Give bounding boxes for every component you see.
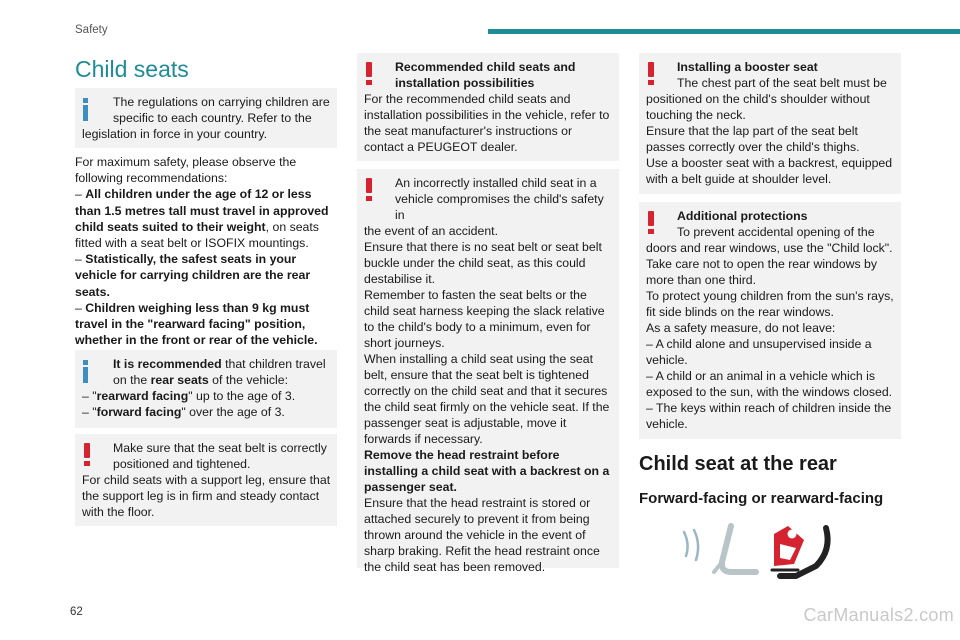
warning-text: As a safety measure, do not leave: — [646, 321, 836, 335]
warning-title: installation possibilities — [395, 76, 535, 90]
list-item: – A child alone and unsupervised inside a vehicle. — [646, 337, 872, 367]
page-title: Child seats — [75, 56, 189, 82]
warning-text: Ensure that the head restraint is stored or attached securely to prevent it from being thrown around the vehicle in the event of sharp braking. Refit the head restraint once the child seat has been removed. — [364, 496, 600, 574]
warning-title: Installing a booster seat — [677, 60, 818, 74]
watermark: CarManuals2.com — [803, 605, 954, 625]
warning-text: the event of an accident. — [364, 224, 498, 238]
warning-box-booster-seat — [639, 53, 901, 194]
warning-text: An incorrectly installed child seat in a — [395, 176, 597, 190]
list-item: – All children under the age of 12 or less than 1.5 metres tall must travel in approved child seats suited to their weight, on seats fitted with a seat belt or ISOFIX mountings. — [75, 187, 329, 251]
warning-text: To protect young children from the sun's rays, fit side blinds on the rear windows. — [646, 289, 894, 319]
recommendations-paragraph — [75, 154, 333, 348]
warning-title: Additional protections — [677, 209, 808, 223]
page-number: 62 — [70, 606, 83, 618]
warning-text: For the recommended child seats and installation possibilities in the vehicle, refer to the seat manufacturer's instructions or contact a PEUGEOT dealer. — [364, 92, 610, 154]
warning-text: To prevent accidental opening of the — [677, 225, 875, 239]
warning-text: For child seats with a support leg, ensure that the support leg is in firm and steady contact with the floor. — [82, 473, 331, 519]
warning-text: The chest part of the seat belt must be — [677, 76, 887, 90]
child-seat-forward-rearward-icon — [676, 520, 836, 580]
section-heading: Child seat at the rear — [639, 453, 837, 475]
list-item: – A child or an animal in a vehicle which is exposed to the sun, with the windows closed. — [646, 369, 893, 399]
warning-text: When installing a child seat using the seat belt, ensure that the seat belt is tightened correctly on the child seat and that it secures the child seat firmly on the vehicle seat. If the passenger seat is adjustable, move it forwards if necessary. — [364, 352, 610, 446]
list-item: – Children weighing less than 9 kg must travel in the "rearward facing" position, whether in the front or rear of the vehicle. — [75, 300, 318, 348]
warning-title: Recommended child seats and — [395, 60, 576, 74]
warning-text: doors and rear windows, use the "Child lock". — [646, 241, 893, 255]
info-text: specific to each country. Refer to the — [113, 111, 312, 125]
warning-box-additional-protections — [639, 202, 901, 439]
list-item: – Statistically, the safest seats in your vehicle for carrying children are the rear seats. — [75, 252, 311, 299]
info-text: The regulations on carrying children are — [113, 95, 330, 109]
warning-text: Take care not to open the rear windows by more than one third. — [646, 257, 878, 287]
info-box-recommended-seats — [75, 350, 337, 428]
info-text: legislation in force in your country. — [82, 127, 267, 141]
warning-text: vehicle compromises the child's safety in — [395, 192, 604, 222]
warning-box-seat-belt — [75, 434, 337, 526]
warning-text: positioned on the child's shoulder without touching the neck. — [646, 92, 870, 122]
warning-text: positioned and tightened. — [113, 457, 251, 471]
section-label: Safety — [75, 24, 108, 36]
subsection-heading: Forward-facing or rearward-facing — [639, 490, 884, 507]
header-accent-bar — [488, 29, 960, 34]
text-line: following recommendations: — [75, 171, 228, 186]
warning-box-incorrect-installation — [357, 169, 619, 574]
info-text: It is recommended that children travel — [113, 357, 326, 371]
list-item: – "rearward facing" up to the age of 3. — [82, 389, 296, 403]
warning-box-recommended-seats — [357, 53, 619, 161]
list-item: – "forward facing" over the age of 3. — [82, 405, 285, 419]
warning-emphasis: Remove the head restraint before installing a child seat with a backrest on a passenger seat. — [364, 448, 610, 494]
warning-text: Ensure that the lap part of the seat belt passes correctly over the child's thighs. — [646, 124, 860, 154]
warning-text: Ensure that there is no seat belt or seat belt buckle under the child seat, as this could destabilise it. — [364, 240, 602, 286]
warning-text: Remember to fasten the seat belts or the child seat harness keeping the slack relative to the child's body to a minimum, even for short journeys. — [364, 288, 605, 350]
text-line: For maximum safety, please observe the — [75, 155, 297, 169]
info-box-regulations — [75, 88, 337, 148]
info-text: on the rear seats of the vehicle: — [113, 373, 289, 387]
warning-text: Use a booster seat with a backrest, equipped with a belt guide at shoulder level. — [646, 156, 893, 186]
warning-text: Make sure that the seat belt is correctly — [113, 441, 327, 455]
list-item: – The keys within reach of children inside the vehicle. — [646, 401, 892, 431]
